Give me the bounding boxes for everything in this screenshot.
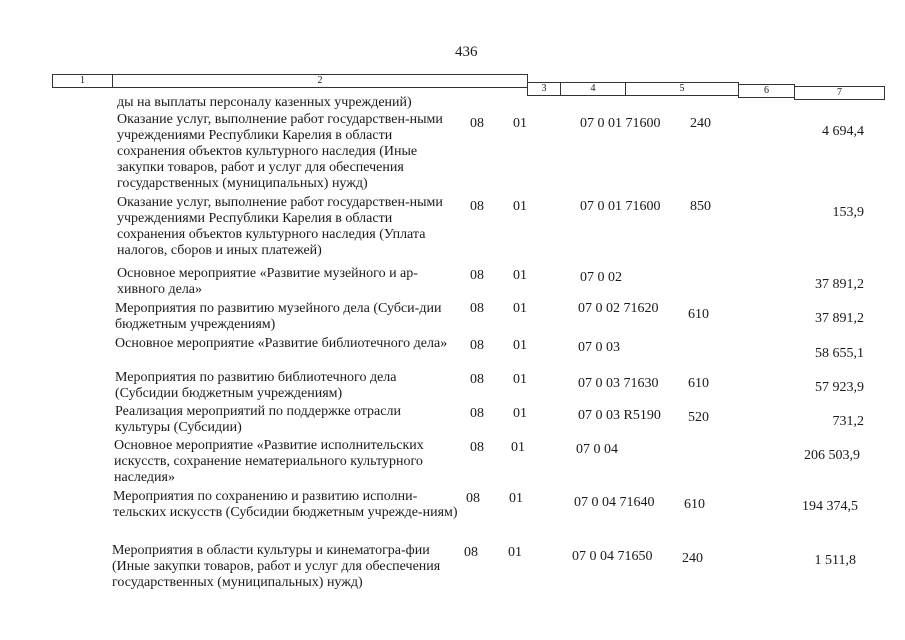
row-expense-type: 240	[682, 551, 703, 566]
row-name: ды на выплаты персоналу казенных учреждений)	[117, 95, 412, 110]
column-header-1: 1	[52, 74, 113, 88]
row-section: 08	[470, 301, 484, 316]
row-target: 07 0 03 R5190	[578, 408, 661, 423]
row-expense-type: 850	[690, 199, 711, 214]
row-target: 07 0 04 71640	[574, 495, 655, 510]
row-section: 08	[470, 406, 484, 421]
row-target: 07 0 01 71600	[580, 199, 661, 214]
row-amount: 4 694,4	[822, 124, 864, 139]
column-header-4: 4	[560, 82, 626, 96]
row-target: 07 0 04	[576, 442, 618, 457]
row-subsection: 01	[513, 301, 527, 316]
row-amount: 731,2	[832, 414, 864, 429]
row-amount: 153,9	[832, 205, 864, 220]
row-expense-type: 610	[684, 497, 705, 512]
column-header-5: 5	[625, 82, 739, 96]
row-expense-type: 240	[690, 116, 711, 131]
row-name: Оказание услуг, выполнение работ государствен-ными учреждениями Республики Карелия в области сохранения объектов культурного наследия (Уплата налогов, сборов и иных платежей)	[117, 195, 443, 258]
page-number: 436	[455, 44, 478, 60]
column-header-3: 3	[527, 82, 561, 96]
column-header-2: 2	[112, 74, 528, 88]
row-section: 08	[470, 199, 484, 214]
row-expense-type: 610	[688, 376, 709, 391]
row-section: 08	[470, 338, 484, 353]
row-name: Оказание услуг, выполнение работ государствен-ными учреждениями Республики Карелия в области сохранения объектов культурного наследия (Иные закупки товаров, работ и услуг для обеспечения государственных (муниципальных) нужд)	[117, 112, 443, 191]
row-amount: 37 891,2	[815, 311, 864, 326]
row-section: 08	[470, 116, 484, 131]
row-name: Мероприятия в области культуры и кинематогра-фии (Иные закупки товаров, работ и услуг для обеспечения государственных (муниципальных) нужд)	[112, 543, 441, 590]
row-section: 08	[470, 440, 484, 455]
row-subsection: 01	[513, 199, 527, 214]
row-target: 07 0 03	[578, 340, 620, 355]
row-name: Основное мероприятие «Развитие исполнительских искусств, сохранение нематериального культурного наследия»	[114, 438, 424, 485]
row-name: Основное мероприятие «Развитие музейного и ар-хивного дела»	[117, 266, 418, 297]
row-target: 07 0 04 71650	[572, 549, 653, 564]
row-section: 08	[464, 545, 478, 560]
row-amount: 1 511,8	[814, 553, 856, 568]
row-name: Мероприятия по развитию музейного дела (Субси-дии бюджетным учреждениям)	[115, 301, 442, 332]
row-name: Мероприятия по сохранению и развитию исполни-тельских искусств (Субсидии бюджетным учрежде-ниям)	[113, 489, 458, 520]
row-subsection: 01	[513, 268, 527, 283]
row-amount: 57 923,9	[815, 380, 864, 395]
row-subsection: 01	[509, 491, 523, 506]
row-name: Основное мероприятие «Развитие библиотечного дела»	[115, 336, 448, 351]
row-amount: 194 374,5	[802, 499, 858, 514]
row-subsection: 01	[508, 545, 522, 560]
row-subsection: 01	[513, 116, 527, 131]
row-amount: 37 891,2	[815, 277, 864, 292]
row-subsection: 01	[513, 372, 527, 387]
row-subsection: 01	[513, 406, 527, 421]
row-subsection: 01	[511, 440, 525, 455]
table-header	[52, 74, 884, 96]
row-amount: 206 503,9	[804, 448, 860, 463]
row-expense-type: 610	[688, 307, 709, 322]
row-section: 08	[466, 491, 480, 506]
row-section: 08	[470, 372, 484, 387]
row-section: 08	[470, 268, 484, 283]
column-header-7: 7	[794, 86, 885, 100]
row-target: 07 0 02	[580, 270, 622, 285]
row-target: 07 0 02 71620	[578, 301, 659, 316]
row-name: Мероприятия по развитию библиотечного дела (Субсидии бюджетным учреждениям)	[115, 370, 397, 401]
row-name: Реализация мероприятий по поддержке отрасли культуры (Субсидии)	[115, 404, 401, 435]
row-target: 07 0 01 71600	[580, 116, 661, 131]
row-subsection: 01	[513, 338, 527, 353]
column-header-6: 6	[738, 84, 795, 98]
row-amount: 58 655,1	[815, 346, 864, 361]
row-target: 07 0 03 71630	[578, 376, 659, 391]
row-expense-type: 520	[688, 410, 709, 425]
